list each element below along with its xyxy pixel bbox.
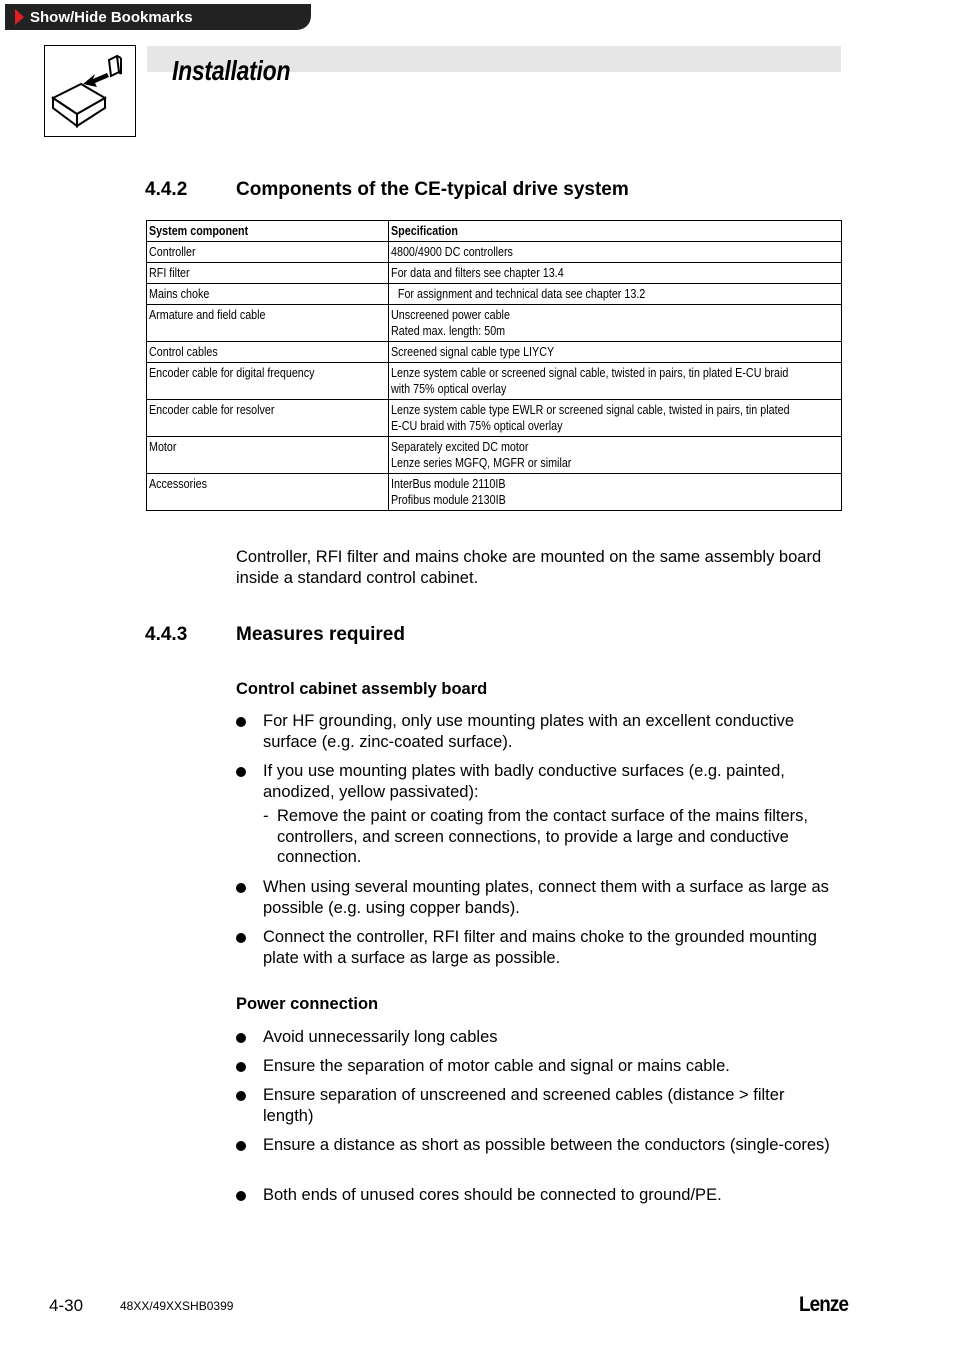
cabinet-heading: Control cabinet assembly board [236, 680, 488, 698]
section-title: Measures required [236, 624, 405, 645]
table-header: Specification [389, 221, 842, 242]
table-row [147, 474, 842, 511]
table-cell: Screened signal cable type LIYCY [389, 342, 842, 363]
table-row [147, 363, 842, 400]
table-cell: Motor [147, 437, 389, 474]
bullet-icon [236, 883, 246, 893]
table-row [147, 242, 842, 263]
table-row [147, 342, 842, 363]
table-cell: Lenze system cable type EWLR or screened signal cable, twisted in pairs, tin plated E-CU braid with 75% optical overlay [389, 400, 842, 437]
list-item: Ensure separation of unscreened and screened cables (distance > filter length) [236, 1085, 836, 1126]
table-row [147, 284, 842, 305]
box-install-icon [45, 46, 135, 136]
bullet-icon [236, 1033, 246, 1043]
table-cell: Lenze system cable or screened signal cable, twisted in pairs, tin plated E-CU braid with 75% optical overlay [389, 363, 842, 400]
list-item: For HF grounding, only use mounting plates with an excellent conductive surface (e.g. zinc-coated surface). [236, 711, 836, 752]
bullet-icon [236, 717, 246, 727]
section-number: 4.4.3 [145, 624, 188, 645]
bullet-icon [236, 1191, 246, 1201]
table-cell: Accessories [147, 474, 389, 511]
document-code: 48XX/49XXSHB0399 [120, 1299, 234, 1313]
table-cell: Separately excited DC motor Lenze series MGFQ, MGFR or similar [389, 437, 842, 474]
bullet-icon [236, 1062, 246, 1072]
bullet-icon [236, 933, 246, 943]
list-item: Ensure a distance as short as possible between the conductors (single-cores) [236, 1135, 836, 1156]
table-header-row [147, 221, 842, 242]
section-title: Components of the CE-typical drive system [236, 179, 629, 200]
table-cell: Control cables [147, 342, 389, 363]
components-table [146, 220, 842, 511]
page-number: 4-30 [49, 1296, 84, 1315]
list-item: Both ends of unused cores should be connected to ground/PE. [236, 1185, 836, 1206]
table-cell: For assignment and technical data see chapter 13.2 [389, 284, 842, 305]
table-header: System component [147, 221, 389, 242]
list-item: If you use mounting plates with badly conductive surfaces (e.g. painted, anodized, yellow passivated): [236, 761, 836, 802]
list-item: Connect the controller, RFI filter and mains choke to the grounded mounting plate with a surface as large as possible. [236, 927, 836, 968]
table-cell: InterBus module 2110IB Profibus module 2130IB [389, 474, 842, 511]
show-hide-bookmarks-button[interactable] [5, 4, 311, 30]
table-row [147, 437, 842, 474]
intro-paragraph: Controller, RFI filter and mains choke are mounted on the same assembly board inside a standard control cabinet. [236, 548, 822, 587]
table-cell: Controller [147, 242, 389, 263]
bullet-icon [236, 1091, 246, 1101]
installation-chapter-icon [44, 45, 136, 137]
table-cell: Armature and field cable [147, 305, 389, 342]
sub-list-item: - Remove the paint or coating from the contact surface of the mains filters, controllers, and screen connections, to provide a large and conductive connection. [263, 807, 809, 866]
bullet-icon [236, 767, 246, 777]
power-heading: Power connection [236, 995, 379, 1013]
bullet-icon [236, 1141, 246, 1151]
page-title: Installation [172, 55, 291, 86]
brand-logo: Lenze [799, 1293, 849, 1316]
list-item: When using several mounting plates, connect them with a surface as large as possible (e.g. using copper bands). [236, 877, 836, 918]
section-number: 4.4.2 [145, 179, 188, 200]
table-row [147, 263, 842, 284]
table-cell: 4800/4900 DC controllers [389, 242, 842, 263]
table-cell: Encoder cable for digital frequency [147, 363, 389, 400]
triangle-right-icon [15, 9, 24, 25]
table-cell: For data and filters see chapter 13.4 [389, 263, 842, 284]
table-row [147, 305, 842, 342]
table-cell: Mains choke [147, 284, 389, 305]
table-cell: Encoder cable for resolver [147, 400, 389, 437]
table-cell: Unscreened power cable Rated max. length: 50m [389, 305, 842, 342]
table-row [147, 400, 842, 437]
bookmark-label: Show/Hide Bookmarks [30, 8, 193, 26]
list-item: Avoid unnecessarily long cables [236, 1027, 836, 1048]
table-cell: RFI filter [147, 263, 389, 284]
list-item: Ensure the separation of motor cable and signal or mains cable. [236, 1056, 836, 1077]
